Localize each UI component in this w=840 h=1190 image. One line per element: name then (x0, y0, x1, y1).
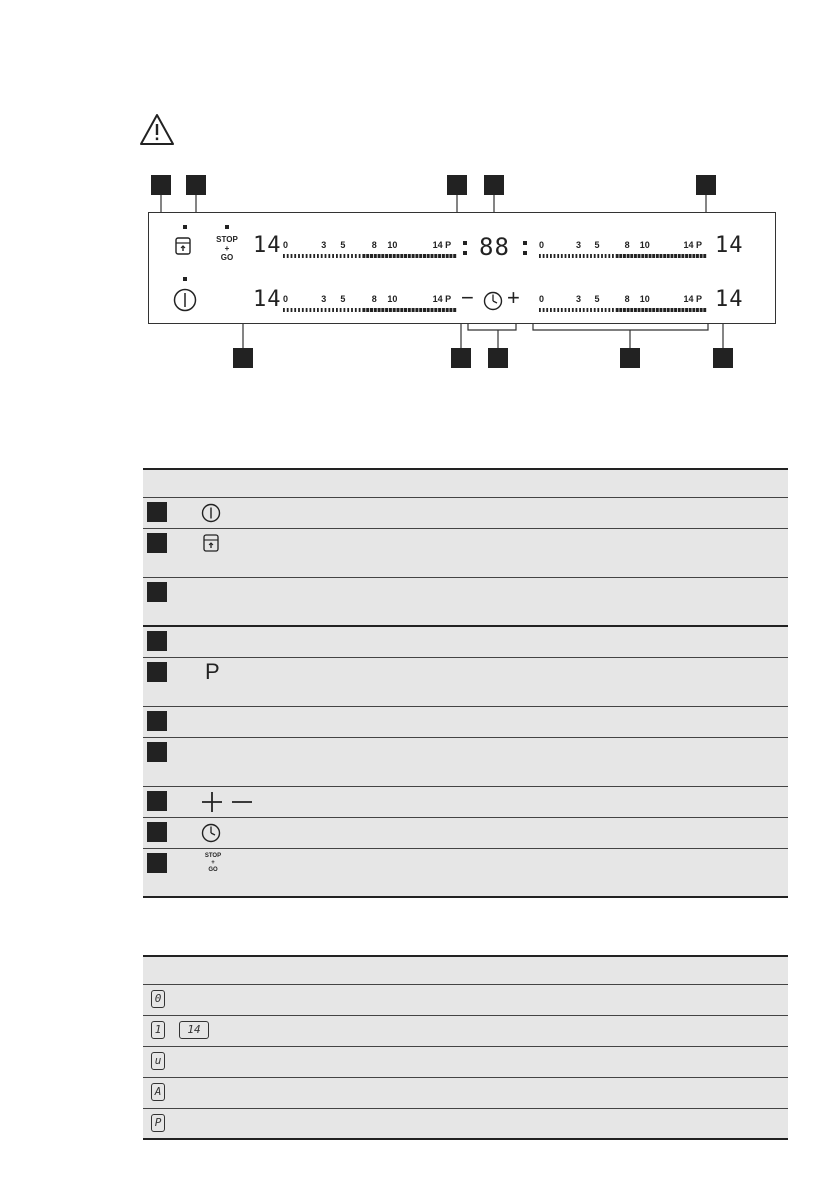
slider-segment (446, 308, 449, 312)
slider-segment (627, 254, 630, 258)
slider-label: 0 (283, 294, 289, 304)
zone-display-left-bottom: 14 (253, 287, 282, 312)
slider-segment (310, 308, 312, 312)
slider-segment (678, 308, 681, 312)
slider-label: 8 (624, 240, 630, 250)
table1-row (143, 787, 788, 818)
slider-segment (568, 308, 570, 312)
slider-segment (446, 254, 449, 258)
slider-segment (601, 308, 603, 312)
table2-row (143, 1047, 788, 1078)
slider-segment (427, 254, 430, 258)
power-slider-left-top[interactable] (283, 240, 457, 266)
slider-segment (370, 254, 373, 258)
slider-segment (306, 254, 308, 258)
slider-segment (328, 308, 330, 312)
slider-segment (344, 254, 346, 258)
slider-segment (431, 254, 434, 258)
row-marker (147, 533, 167, 553)
slider-label: 0 (539, 240, 545, 250)
slider-segment (674, 254, 677, 258)
display-symbol: A (151, 1083, 165, 1101)
slider-label: 5 (594, 240, 600, 250)
slider-segment (612, 254, 614, 258)
table1-row (143, 498, 788, 529)
slider-segment (703, 308, 706, 312)
slider-segment (638, 254, 641, 258)
slider-track (539, 254, 707, 258)
slider-segment (641, 254, 644, 258)
leader-lines (0, 0, 840, 400)
slider-segment (378, 308, 381, 312)
slider-segment (587, 254, 589, 258)
slider-segment (412, 308, 415, 312)
slider-segment (294, 254, 296, 258)
slider-segment (645, 254, 648, 258)
row-marker (147, 742, 167, 762)
display-symbol: u (151, 1052, 165, 1070)
slider-segment (671, 308, 674, 312)
zone-display-right-top: 14 (715, 233, 744, 258)
timer-icon (201, 823, 221, 843)
slider-segment (623, 254, 626, 258)
table2-row (143, 985, 788, 1016)
slider-segment (408, 254, 411, 258)
slider-segment (667, 308, 670, 312)
slider-segment (546, 308, 548, 312)
slider-segment (576, 308, 578, 312)
slider-label: 14 P (432, 294, 452, 304)
slider-segment (663, 254, 666, 258)
slider-segment (438, 254, 441, 258)
slider-segment (449, 308, 452, 312)
slider-segment (415, 308, 418, 312)
slider-segment (287, 254, 289, 258)
slider-segment (579, 308, 581, 312)
slider-segment (381, 254, 384, 258)
slider-segment (616, 308, 619, 312)
slider-segment (645, 308, 648, 312)
slider-label: 3 (321, 294, 327, 304)
slider-segment (298, 308, 300, 312)
slider-segment (404, 308, 407, 312)
slider-label: 14 P (432, 240, 452, 250)
slider-segment (543, 308, 545, 312)
slider-track (283, 308, 457, 312)
slider-segment (689, 254, 692, 258)
slider-segment (616, 254, 619, 258)
slider-segment (419, 254, 422, 258)
slider-segment (634, 308, 637, 312)
slider-segment (400, 308, 403, 312)
timer-colon-right (523, 237, 527, 257)
slider-label: 10 (387, 294, 398, 304)
stop-go-line1: STOP (204, 853, 222, 859)
zone-display-right-bottom: 14 (715, 287, 744, 312)
slider-segment (608, 308, 610, 312)
slider-segment (568, 254, 570, 258)
slider-segment (619, 308, 622, 312)
row-marker (147, 822, 167, 842)
slider-segment (638, 308, 641, 312)
slider-segment (340, 308, 342, 312)
row-marker (147, 631, 167, 651)
slider-segment (408, 308, 411, 312)
slider-segment (656, 308, 659, 312)
slider-segment (321, 254, 323, 258)
slider-label: 10 (639, 240, 650, 250)
slider-segment (325, 308, 327, 312)
slider-segment (572, 254, 574, 258)
display-symbol: 14 (179, 1021, 209, 1039)
slider-segment (630, 254, 633, 258)
slider-segment (685, 254, 688, 258)
table2-row (143, 1078, 788, 1109)
slider-segment (579, 254, 581, 258)
slider-label: 14 P (683, 240, 702, 250)
stop-go-icon (203, 853, 223, 874)
slider-segment (374, 254, 377, 258)
slider-segment (696, 254, 699, 258)
slider-segment (389, 254, 392, 258)
slider-segment (317, 254, 319, 258)
slider-label: 10 (639, 294, 650, 304)
slider-segment (291, 308, 293, 312)
slider-segment (423, 254, 426, 258)
slider-segment (703, 254, 706, 258)
power-slider-right-bottom[interactable] (539, 294, 707, 320)
slider-segment (453, 254, 456, 258)
slider-segment (412, 254, 415, 258)
slider-segment (649, 254, 652, 258)
slider-segment (362, 308, 365, 312)
slider-segment (427, 308, 430, 312)
table1-row (143, 578, 788, 627)
slider-segment (652, 254, 655, 258)
slider-segment (393, 254, 396, 258)
zone-display-left-top: 14 (253, 233, 282, 258)
control-panel (148, 212, 776, 324)
slider-segment (431, 308, 434, 312)
slider-label: 3 (575, 294, 581, 304)
slider-segment (605, 254, 607, 258)
slider-segment (594, 308, 596, 312)
slider-label: 3 (321, 240, 327, 250)
slider-segment (355, 254, 357, 258)
slider-segment (389, 308, 392, 312)
slider-segment (550, 308, 552, 312)
row-marker (147, 853, 167, 873)
slider-segment (539, 308, 541, 312)
power-icon (201, 503, 221, 523)
slider-segment (404, 254, 407, 258)
slider-label: 0 (539, 294, 545, 304)
slider-segment (700, 254, 703, 258)
power-icon[interactable] (173, 288, 197, 312)
slider-scale (539, 294, 707, 306)
slider-segment (678, 254, 681, 258)
slider-segment (355, 308, 357, 312)
slider-segment (685, 308, 688, 312)
slider-segment (397, 254, 400, 258)
slider-segment (381, 308, 384, 312)
display-symbol: P (151, 1114, 165, 1132)
table1-row (143, 707, 788, 738)
slider-segment (652, 308, 655, 312)
slider-segment (298, 254, 300, 258)
slider-segment (663, 308, 666, 312)
slider-segment (557, 308, 559, 312)
slider-segment (561, 254, 563, 258)
slider-segment (649, 308, 652, 312)
slider-segment (347, 308, 349, 312)
slider-segment (449, 254, 452, 258)
table2-row (143, 1109, 788, 1140)
slider-segment (378, 254, 381, 258)
table1-header (143, 468, 788, 498)
slider-segment (681, 254, 684, 258)
power-slider-right-top[interactable] (539, 240, 707, 266)
slider-segment (557, 254, 559, 258)
slider-segment (667, 254, 670, 258)
slider-segment (283, 254, 285, 258)
slider-label: 5 (594, 294, 600, 304)
slider-segment (336, 308, 338, 312)
row-marker (147, 582, 167, 602)
slider-segment (623, 308, 626, 312)
slider-scale (283, 294, 457, 306)
slider-segment (656, 254, 659, 258)
slider-label: 5 (340, 294, 346, 304)
slider-segment (359, 254, 361, 258)
row-marker (147, 711, 167, 731)
slider-segment (554, 308, 556, 312)
lock-indicator-dot (183, 225, 187, 229)
slider-segment (612, 308, 614, 312)
table1-row (143, 818, 788, 849)
slider-segment (674, 308, 677, 312)
slider-segment (302, 254, 304, 258)
slider-segment (374, 308, 377, 312)
slider-segment (359, 308, 361, 312)
slider-segment (634, 254, 637, 258)
slider-label: 14 P (683, 294, 702, 304)
slider-segment (347, 254, 349, 258)
slider-segment (287, 308, 289, 312)
slider-label: 8 (371, 294, 377, 304)
slider-segment (397, 308, 400, 312)
slider-segment (627, 308, 630, 312)
slider-segment (660, 254, 663, 258)
slider-segment (419, 308, 422, 312)
slider-segment (601, 254, 603, 258)
slider-segment (630, 308, 633, 312)
slider-segment (597, 308, 599, 312)
slider-segment (400, 254, 403, 258)
booster-icon: P (205, 659, 220, 684)
slider-segment (328, 254, 330, 258)
slider-segment (696, 308, 699, 312)
slider-track (539, 308, 707, 312)
timer-display: 88 (479, 233, 510, 261)
slider-segment (689, 308, 692, 312)
slider-segment (332, 254, 334, 258)
slider-segment (681, 308, 684, 312)
slider-segment (550, 254, 552, 258)
slider-label: 5 (340, 240, 346, 250)
slider-segment (332, 308, 334, 312)
slider-segment (561, 308, 563, 312)
display-symbol: 0 (151, 990, 165, 1008)
slider-segment (641, 308, 644, 312)
slider-segment (385, 308, 388, 312)
slider-label: 10 (387, 240, 398, 250)
slider-scale (539, 240, 707, 252)
row-marker (147, 662, 167, 682)
slider-segment (692, 308, 695, 312)
slider-segment (336, 254, 338, 258)
slider-segment (370, 308, 373, 312)
slider-segment (583, 308, 585, 312)
timer-colon-left (463, 237, 467, 257)
table1-row (143, 849, 788, 898)
slider-segment (317, 308, 319, 312)
slider-segment (453, 308, 456, 312)
slider-segment (291, 254, 293, 258)
slider-segment (539, 254, 541, 258)
power-indicator-dot (183, 277, 187, 281)
table1-row (143, 658, 788, 707)
slider-label: 8 (371, 240, 377, 250)
slider-segment (310, 254, 312, 258)
slider-segment (321, 308, 323, 312)
slider-segment (340, 254, 342, 258)
plus-minus-icon (201, 792, 253, 812)
slider-segment (442, 254, 445, 258)
slider-segment (344, 308, 346, 312)
slider-segment (583, 254, 585, 258)
stop-go-line2: + (224, 244, 230, 253)
slider-segment (366, 254, 369, 258)
stop-go-line1: STOP (216, 235, 238, 244)
slider-segment (597, 254, 599, 258)
row-marker (147, 502, 167, 522)
slider-segment (393, 308, 396, 312)
slider-segment (660, 308, 663, 312)
slider-segment (543, 254, 545, 258)
slider-segment (423, 308, 426, 312)
slider-segment (619, 254, 622, 258)
slider-segment (351, 308, 353, 312)
slider-segment (434, 308, 437, 312)
slider-segment (700, 308, 703, 312)
slider-segment (438, 308, 441, 312)
slider-segment (692, 254, 695, 258)
slider-segment (313, 254, 315, 258)
stop-go-line2: + (211, 860, 215, 866)
slider-segment (313, 308, 315, 312)
slider-segment (351, 254, 353, 258)
slider-segment (587, 308, 589, 312)
slider-label: 8 (624, 294, 630, 304)
slider-segment (594, 254, 596, 258)
slider-segment (385, 254, 388, 258)
table1-row (143, 738, 788, 787)
slider-segment (572, 308, 574, 312)
stop-go-line3: GO (220, 253, 234, 262)
slider-segment (362, 254, 365, 258)
slider-segment (554, 254, 556, 258)
slider-label: 3 (575, 240, 581, 250)
slider-scale (283, 240, 457, 252)
slider-segment (294, 308, 296, 312)
display-symbol: 1 (151, 1021, 165, 1039)
slider-segment (366, 308, 369, 312)
table1-row (143, 529, 788, 578)
power-slider-left-bottom[interactable] (283, 294, 457, 320)
slider-segment (576, 254, 578, 258)
minus-button[interactable]: − (461, 285, 474, 310)
lock-icon (203, 534, 219, 552)
table1-row (143, 627, 788, 658)
table2-header (143, 955, 788, 985)
stop-go-button[interactable] (215, 235, 239, 262)
slider-segment (590, 254, 592, 258)
timer-icon[interactable] (483, 291, 503, 311)
slider-segment (306, 308, 308, 312)
slider-segment (434, 254, 437, 258)
table2-row (143, 1016, 788, 1047)
row-marker (147, 791, 167, 811)
stop-go-line3: GO (208, 867, 218, 873)
slider-segment (671, 254, 674, 258)
slider-segment (546, 254, 548, 258)
slider-label: 0 (283, 240, 289, 250)
plus-button[interactable]: + (507, 285, 520, 310)
lock-icon[interactable] (175, 237, 191, 255)
slider-segment (565, 254, 567, 258)
slider-segment (608, 254, 610, 258)
slider-segment (325, 254, 327, 258)
slider-segment (283, 308, 285, 312)
slider-segment (415, 254, 418, 258)
stop-go-indicator-dot (225, 225, 229, 229)
slider-segment (590, 308, 592, 312)
slider-segment (442, 308, 445, 312)
slider-segment (565, 308, 567, 312)
slider-segment (605, 308, 607, 312)
slider-segment (302, 308, 304, 312)
slider-track (283, 254, 457, 258)
